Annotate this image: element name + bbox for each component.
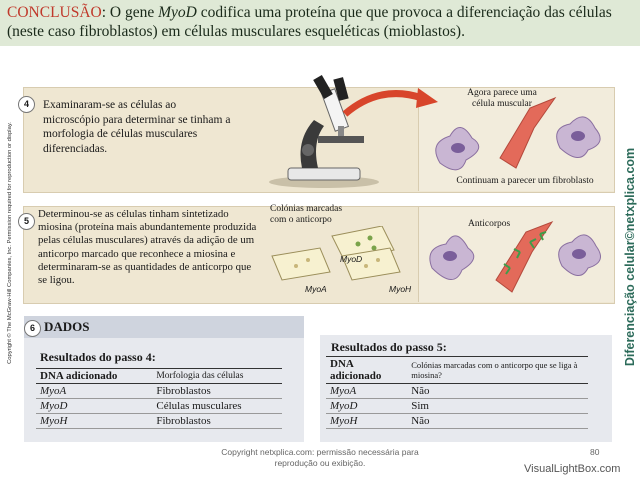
nucleus: [451, 143, 465, 153]
flask-label-myod: MyoD: [340, 254, 363, 264]
step6-title: DADOS: [44, 319, 90, 334]
table-row: MyoD Células musculares: [36, 399, 282, 414]
table4-header-morphology: Morfologia das células: [152, 369, 282, 384]
table-row: MyoH Fibroblastos: [36, 414, 282, 429]
red-arrow: [340, 84, 440, 124]
label-colonies: Colónias marcadas com o anticorpo: [270, 204, 343, 225]
vertical-brand: Diferenciação celular©netxplica.com: [623, 147, 637, 367]
label-fibroblast: Continuam a parecer um fibroblasto: [456, 176, 594, 186]
nucleus: [572, 249, 586, 259]
gene-name: MyoD: [158, 4, 197, 21]
step4-number: 4: [18, 96, 35, 113]
table-row: MyoD Sim: [326, 399, 588, 414]
step5-text: Determinou-se as células tinham sintetizado miosina (proteína mais abundantemente produzida pelas células musculares) através da adição de um anticorpo marcado que reconhece a miosina e determinaram-se as quantidades de anticorpo que se ligou.: [38, 208, 257, 287]
table-row: MyoA Não: [326, 384, 588, 399]
flask-label-myoa: MyoA: [305, 284, 327, 294]
flask-label-myoh: MyoH: [389, 284, 412, 294]
results4-table: [36, 368, 282, 429]
conclusion-keyword: CONCLUSÃO: [7, 4, 102, 21]
table5-header-colonies: Colónias marcadas com o anticorpo que se liga à miosina?: [407, 357, 588, 384]
step4-text: Examinaram-se as células ao microscópio para determinar se tinham a morfologia de células musculares diferenciadas.: [43, 99, 231, 155]
table4-header-dna: DNA adicionado: [36, 369, 152, 384]
vertical-copyright: Copyright © The McGraw-Hill Companies, Inc. Permission required for reproduction or display.: [7, 122, 13, 364]
label-antibodies: Anticorpos: [468, 219, 511, 229]
conclusion-text: CONCLUSÃO: O gene MyoD codifica uma proteína que que provoca a diferenciação das células (neste caso fibroblastos) em células musculares esqueléticas (mioblastos).: [7, 4, 612, 40]
microscope-stage: [318, 136, 364, 143]
step6-number: 6: [24, 320, 41, 337]
microscope-arm: [301, 120, 325, 168]
flask-myoa: [272, 248, 330, 280]
table-row: MyoH Não: [326, 414, 588, 429]
table-row: MyoA Fibroblastos: [36, 384, 282, 399]
results4-title: Resultados do passo 4:: [40, 350, 156, 364]
microscope-base: [288, 168, 360, 180]
table5-header-dna: DNA adicionado: [326, 357, 407, 384]
label-muscle-cell: Agora parece uma célula muscular: [467, 88, 537, 109]
footer-copyright: Copyright netxplica.com: permissão necessária para reprodução ou exibição.: [221, 447, 419, 468]
nucleus: [443, 251, 457, 261]
objective-lens: [338, 126, 344, 136]
nucleus: [571, 131, 585, 141]
antibody-cells: [424, 208, 609, 300]
eyepiece: [313, 75, 333, 99]
site-watermark: VisualLightBox.com: [524, 463, 621, 475]
results5-title: Resultados do passo 5:: [331, 340, 447, 354]
step5-number: 5: [18, 213, 35, 230]
focus-knob: [302, 144, 314, 156]
page-number: 80: [590, 447, 600, 457]
results5-table: [326, 356, 588, 429]
